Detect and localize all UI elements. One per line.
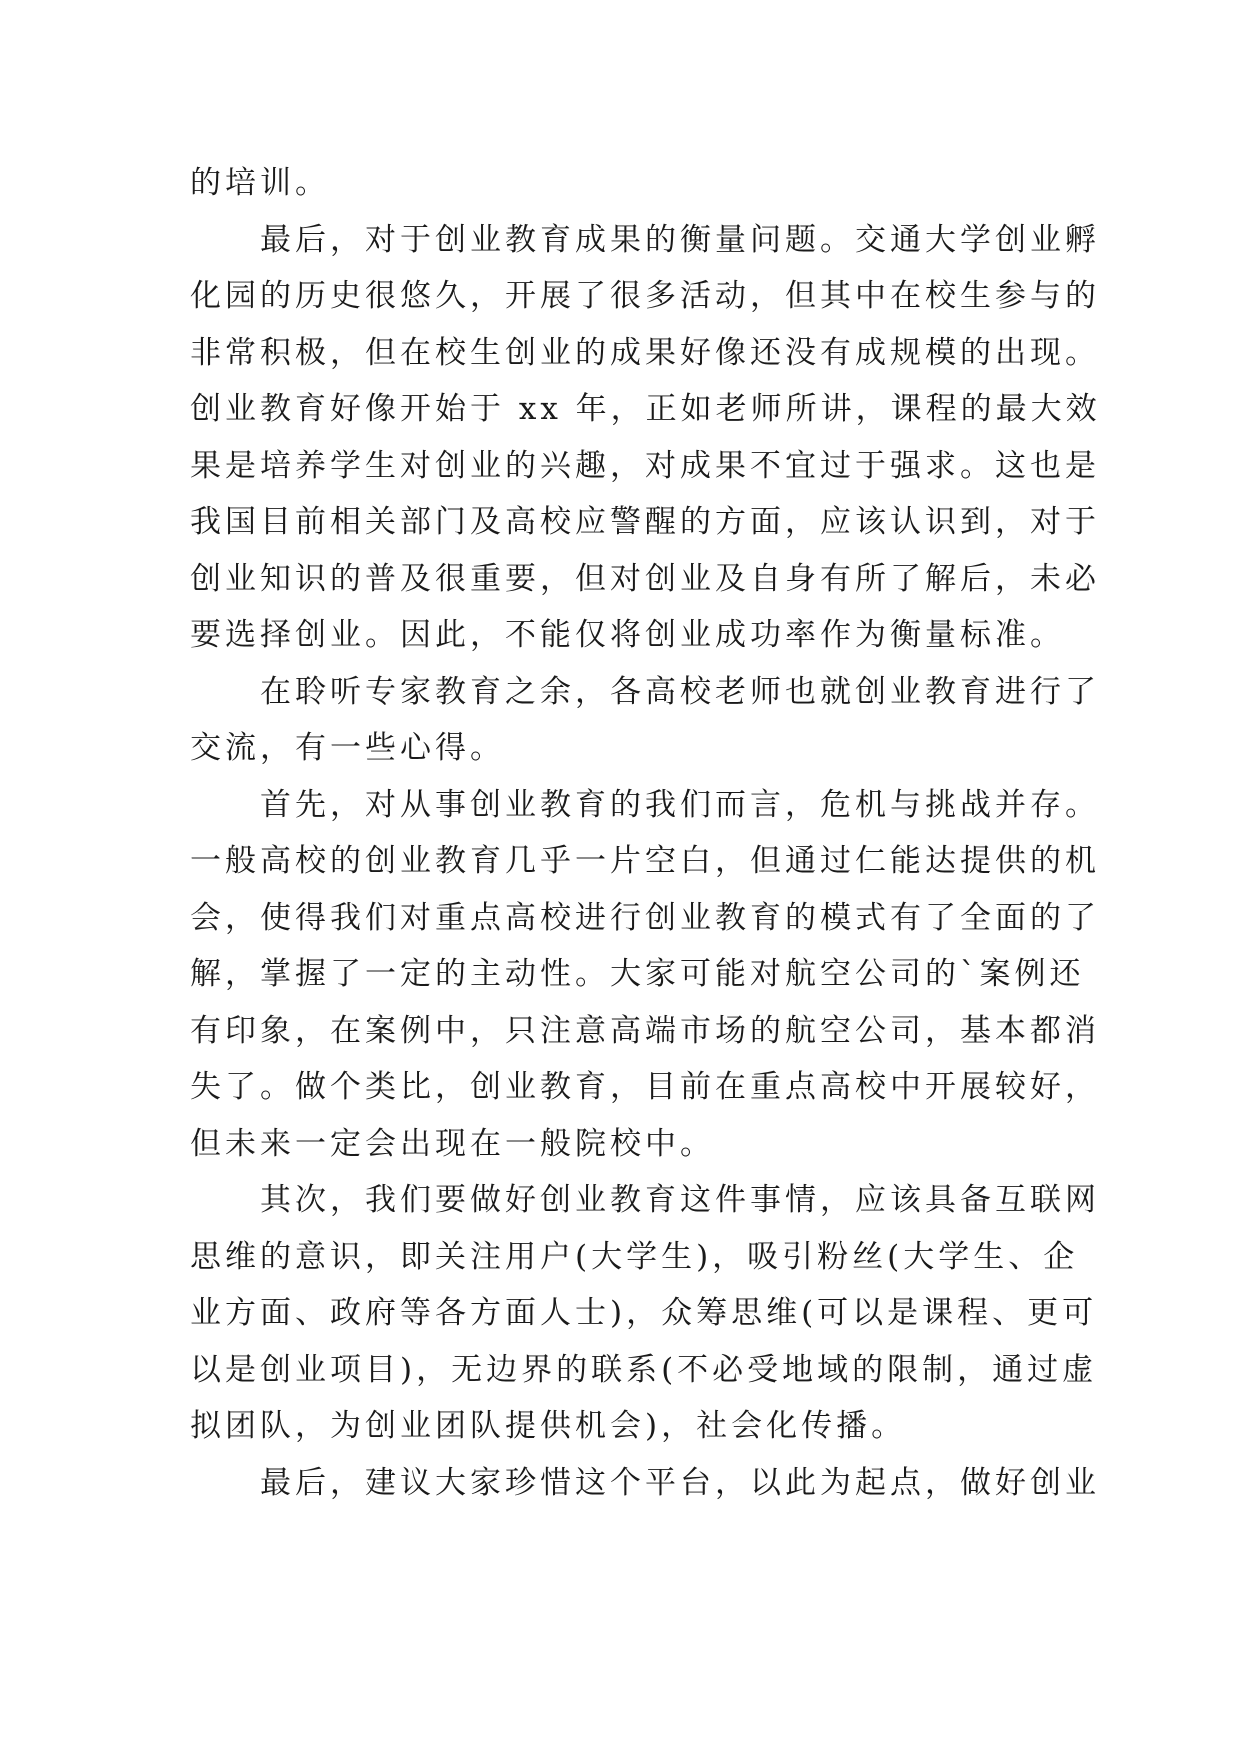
text-line: 交流，有一些心得。 [190, 730, 505, 766]
text-line: 思维的意识，即关注用户(大学生)，吸引粉丝(大学生、企 [190, 1238, 1079, 1275]
text-line: 以是创业项目)，无边界的联系(不必受地域的限制，通过虚 [190, 1351, 1098, 1388]
text-line: 果是培养学生对创业的兴趣，对成果不宜过于强求。这也是 [190, 447, 1100, 484]
document-body [190, 155, 1101, 1511]
text-line: 首先，对从事创业教育的我们而言，危机与挑战并存。 [260, 786, 1100, 823]
text-line: 最后，建议大家珍惜这个平台，以此为起点，做好创业 [260, 1464, 1100, 1501]
text-line: 有印象，在案例中，只注意高端市场的航空公司，基本都消 [190, 1012, 1100, 1049]
text-line: 非常积极，但在校生创业的成果好像还没有成规模的出现。 [190, 334, 1100, 371]
text-line: 会，使得我们对重点高校进行创业教育的模式有了全面的了 [190, 899, 1100, 936]
text-line: 最后，对于创业教育成果的衡量问题。交通大学创业孵 [260, 221, 1100, 258]
text-line: 拟团队，为创业团队提供机会)，社会化传播。 [190, 1408, 907, 1444]
text-line: 我国目前相关部门及高校应警醒的方面，应该认识到，对于 [190, 504, 1100, 540]
text-line: 要选择创业。因此，不能仅将创业成功率作为衡量标准。 [190, 617, 1065, 653]
text-line: 在聆听专家教育之余，各高校老师也就创业教育进行了 [260, 673, 1100, 710]
text-line: 业方面、政府等各方面人士)，众筹思维(可以是课程、更可 [190, 1295, 1098, 1331]
text-line: 但未来一定会出现在一般院校中。 [190, 1125, 715, 1162]
text-line: 失了。做个类比，创业教育，目前在重点高校中开展较好， [190, 1069, 1100, 1105]
text-line: 的培训。 [190, 165, 330, 201]
text-line: 解，掌握了一定的主动性。大家可能对航空公司的`案例还 [190, 956, 1085, 992]
text-line: 一般高校的创业教育几乎一片空白，但通过仁能达提供的机 [190, 843, 1100, 879]
text-line: 创业知识的普及很重要，但对创业及自身有所了解后，未必 [190, 560, 1100, 597]
text-line: 其次，我们要做好创业教育这件事情，应该具备互联网 [260, 1182, 1100, 1218]
text-line: 化园的历史很悠久，开展了很多活动，但其中在校生参与的 [190, 278, 1100, 314]
text-line: 创业教育好像开始于 xx 年，正如老师所讲，课程的最大效 [190, 391, 1101, 427]
